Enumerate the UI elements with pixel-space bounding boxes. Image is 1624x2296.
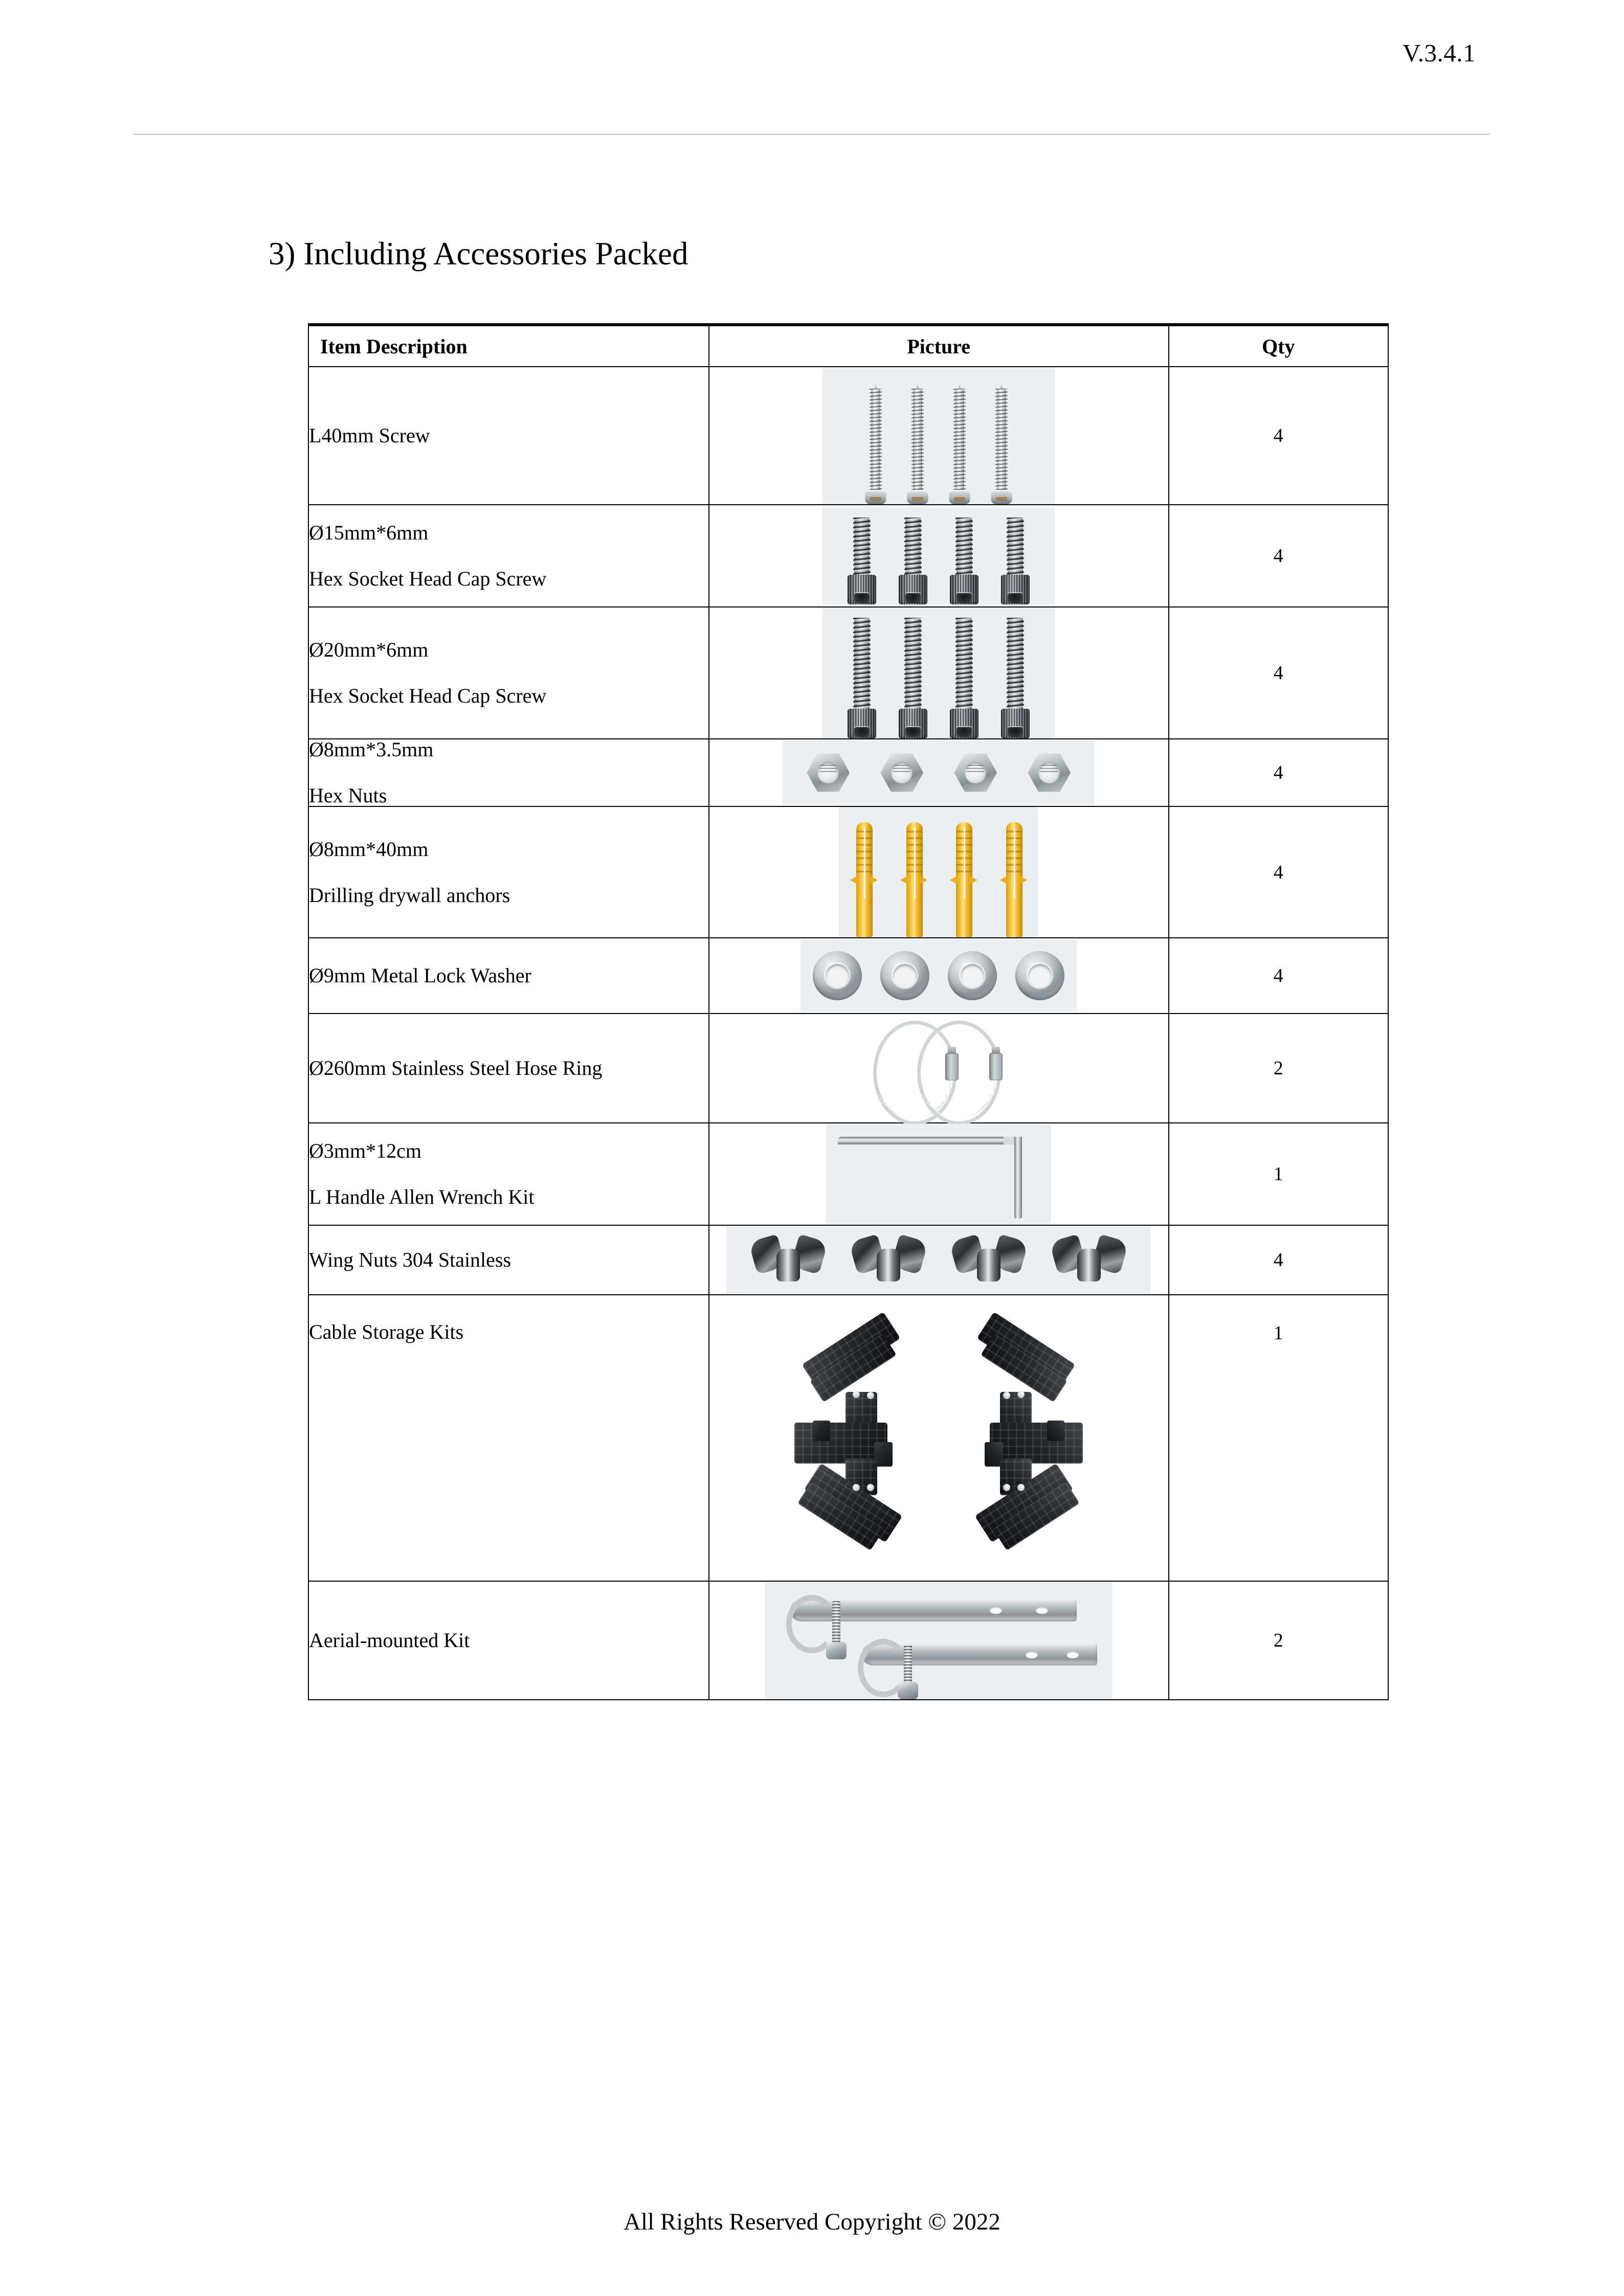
table-row <box>308 806 1388 938</box>
table-row <box>308 1014 1388 1123</box>
wing-nut-icon <box>752 1235 824 1285</box>
screw-head-icon <box>867 1484 874 1491</box>
drywall-anchors-photo <box>839 807 1038 937</box>
item-picture-cell <box>709 1581 1169 1700</box>
allen-wrench-photo <box>826 1124 1051 1224</box>
item-picture-cell <box>709 739 1169 806</box>
table-header-row <box>308 325 1388 367</box>
wing-nut-icon <box>953 1235 1025 1285</box>
washer-icon <box>880 951 929 1000</box>
table-row <box>308 1123 1388 1225</box>
table-row <box>308 739 1388 806</box>
item-description-line1: Ø8mm*40mm <box>309 837 429 861</box>
item-picture-cell <box>709 806 1169 938</box>
hex-socket-cap-screws-long-photo <box>822 607 1055 738</box>
hex-nut-icon <box>880 753 923 793</box>
drywall-anchor-icon <box>1001 822 1027 937</box>
column-header-qty: Qty <box>1169 325 1388 367</box>
drywall-anchor-icon <box>851 822 877 937</box>
item-picture-cell <box>709 1014 1169 1123</box>
item-description-cell <box>308 607 709 739</box>
item-description-line1: Ø260mm Stainless Steel Hose Ring <box>309 1056 603 1079</box>
column-header-picture: Picture <box>709 325 1169 367</box>
hex-nuts-photo <box>783 740 1095 805</box>
item-qty-cell: 2 <box>1169 1014 1388 1123</box>
item-qty-cell: 4 <box>1169 505 1388 607</box>
item-qty-cell: 4 <box>1169 739 1388 806</box>
table-row <box>308 505 1388 607</box>
accessories-table <box>308 323 1389 1700</box>
item-description-line2: Hex Socket Head Cap Screw <box>309 567 547 590</box>
stainless-hose-rings-photo <box>862 1015 1015 1122</box>
hose-clamp-ring-icon <box>917 1021 1001 1125</box>
washer-icon <box>1015 951 1064 1000</box>
screw-icon <box>865 376 886 504</box>
cable-bracket-right-icon <box>931 1331 1085 1545</box>
item-picture-cell <box>709 1123 1169 1225</box>
item-picture-cell <box>709 1295 1169 1581</box>
item-description-line2: Hex Nuts <box>309 784 387 807</box>
screw-head-icon <box>867 1392 874 1399</box>
drywall-anchor-icon <box>951 822 976 937</box>
item-qty-cell: 1 <box>1169 1295 1388 1581</box>
washer-icon <box>813 951 862 1000</box>
item-description-line1: Ø8mm*3.5mm <box>309 738 434 761</box>
item-description-line1: Wing Nuts 304 Stainless <box>309 1248 511 1271</box>
item-description-line1: Ø15mm*6mm <box>309 521 429 544</box>
table-row <box>308 607 1388 739</box>
hex-nut-icon <box>1028 753 1071 793</box>
table-row <box>308 1295 1388 1581</box>
drywall-anchor-icon <box>901 822 927 937</box>
item-description-cell <box>308 505 709 607</box>
item-description-cell <box>308 1014 709 1123</box>
item-description-cell <box>308 1123 709 1225</box>
item-description-line1: L40mm Screw <box>309 424 430 447</box>
screw-icon <box>907 376 928 504</box>
wing-nut-icon <box>1053 1235 1125 1285</box>
hex-socket-cap-screw-icon <box>950 517 978 604</box>
item-qty-cell: 2 <box>1169 1581 1388 1700</box>
aerial-mount-bracket-icon <box>770 1582 1107 1699</box>
screw-head-icon <box>853 1391 860 1398</box>
screw-head-icon <box>853 1484 860 1491</box>
item-picture-cell <box>709 607 1169 739</box>
table-row <box>308 938 1388 1014</box>
washer-icon <box>948 951 997 1000</box>
hex-socket-cap-screw-icon <box>950 618 978 738</box>
item-qty-cell: 4 <box>1169 607 1388 739</box>
document-version-label: V.3.4.1 <box>1403 39 1476 67</box>
item-description-cell <box>308 1225 709 1295</box>
item-description-line2: Hex Socket Head Cap Screw <box>309 684 547 707</box>
item-description-cell <box>308 938 709 1014</box>
column-header-description: Item Description <box>308 325 709 367</box>
item-description-cell <box>308 739 709 806</box>
item-description-line1: Ø9mm Metal Lock Washer <box>309 964 531 987</box>
cable-storage-kit-photo <box>765 1302 1113 1573</box>
screw-icon <box>991 376 1012 504</box>
item-description-line2: L Handle Allen Wrench Kit <box>309 1185 535 1208</box>
aerial-mounted-kit-photo <box>765 1582 1113 1699</box>
item-description-line1: Ø20mm*6mm <box>309 638 429 661</box>
item-description-line1: Ø3mm*12cm <box>309 1139 421 1162</box>
hex-socket-cap-screw-icon <box>899 618 927 738</box>
item-picture-cell <box>709 367 1169 505</box>
item-description-line1: Cable Storage Kits <box>309 1320 464 1343</box>
cable-bracket-left-icon <box>792 1331 946 1545</box>
allen-wrench-icon <box>829 1126 1049 1223</box>
hex-socket-cap-screw-icon <box>848 517 876 604</box>
item-description-cell <box>308 1581 709 1700</box>
metal-lock-washers-photo <box>800 940 1077 1011</box>
hex-nut-icon <box>954 753 997 793</box>
item-picture-cell <box>709 938 1169 1014</box>
hex-socket-cap-screw-icon <box>848 618 876 738</box>
item-description-line1: Aerial-mounted Kit <box>309 1629 470 1652</box>
screw-icon <box>949 376 970 504</box>
wing-nut-icon <box>853 1235 924 1285</box>
hex-nut-icon <box>807 753 850 793</box>
item-qty-cell: 4 <box>1169 938 1388 1014</box>
self-tapping-screws-photo <box>822 367 1055 504</box>
hex-socket-cap-screw-icon <box>899 517 927 604</box>
table-row <box>308 367 1388 505</box>
item-qty-cell: 4 <box>1169 1225 1388 1295</box>
item-qty-cell: 4 <box>1169 806 1388 938</box>
wing-nuts-photo <box>726 1227 1151 1293</box>
hex-socket-cap-screws-short-photo <box>822 507 1055 604</box>
footer-copyright: All Rights Reserved Copyright © 2022 <box>624 2209 1000 2235</box>
table-row <box>308 1581 1388 1700</box>
item-picture-cell <box>709 505 1169 607</box>
item-qty-cell: 1 <box>1169 1123 1388 1225</box>
item-description-line2: Drilling drywall anchors <box>309 883 510 907</box>
hex-socket-cap-screw-icon <box>1001 618 1030 738</box>
table-row <box>308 1225 1388 1295</box>
item-description-cell <box>308 367 709 505</box>
hex-socket-cap-screw-icon <box>1001 517 1030 604</box>
item-picture-cell <box>709 1225 1169 1295</box>
item-description-cell <box>308 1295 709 1581</box>
page-title: 3) Including Accessories Packed <box>269 236 688 272</box>
item-qty-cell: 4 <box>1169 367 1388 505</box>
item-description-cell <box>308 806 709 938</box>
